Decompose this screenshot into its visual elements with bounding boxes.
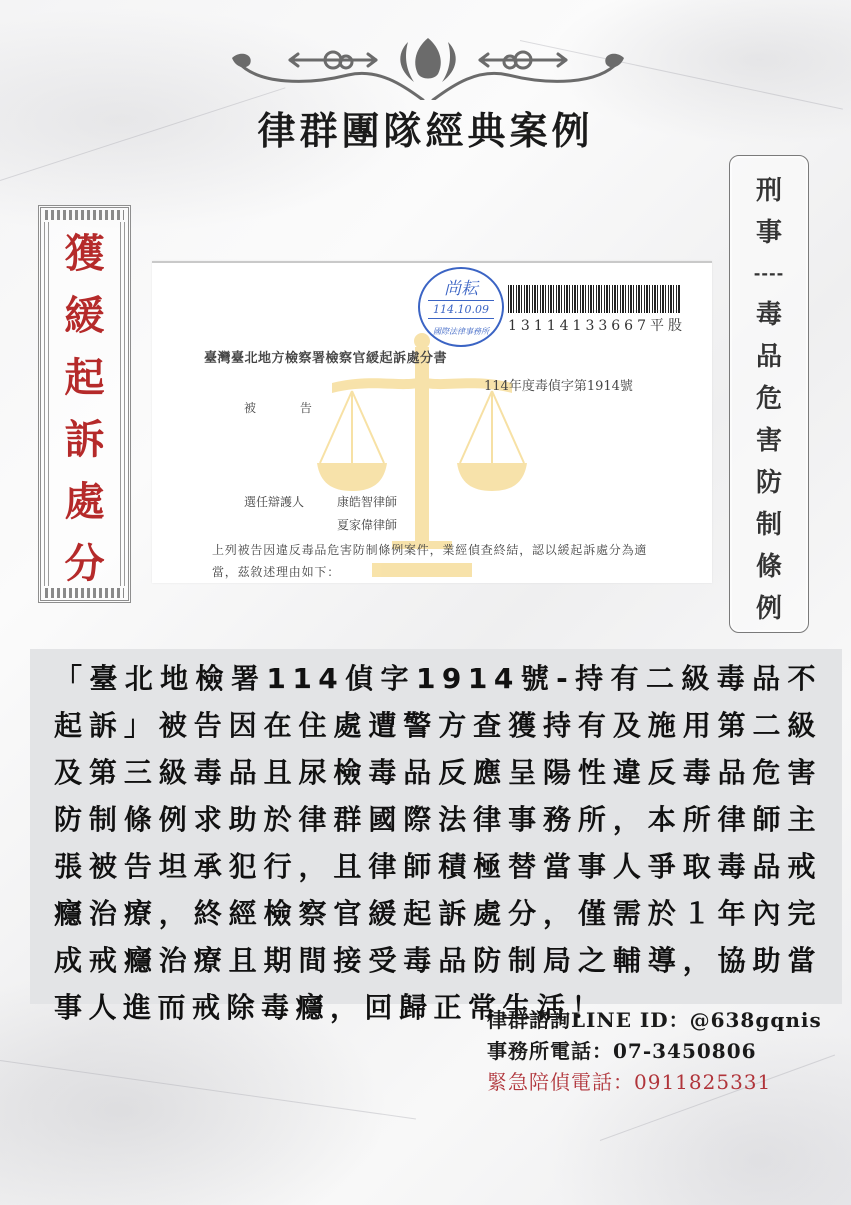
- office-phone: 事務所電話：07-3450806: [487, 1039, 757, 1063]
- line-id: 律群諮詢LINE ID：@638gqnis: [487, 1008, 822, 1032]
- category-banner-text: [730, 170, 808, 630]
- result-banner: [38, 205, 131, 603]
- counsel-name: 夏家偉律師: [337, 518, 398, 532]
- banner-char: 獲: [64, 231, 105, 277]
- banner-char: 條: [755, 552, 782, 582]
- banner-char: 品: [755, 342, 782, 372]
- result-banner-text: [41, 230, 128, 588]
- marble-vein: [0, 1060, 416, 1119]
- banner-char: 防: [755, 468, 782, 498]
- barcode: [508, 285, 680, 313]
- banner-separator: ----: [753, 264, 785, 283]
- banner-char: 制: [755, 510, 782, 540]
- category-banner: [729, 155, 809, 633]
- document-title: 臺灣臺北地方檢察署檢察官緩起訴處分書: [204, 351, 448, 366]
- banner-char: 分: [64, 541, 105, 587]
- banner-char: 處: [64, 479, 105, 525]
- banner-char: 事: [755, 218, 782, 248]
- barcode-number: 13114133667平股: [508, 318, 686, 334]
- page-title: 律群團隊經典案例: [257, 109, 594, 153]
- document-body: 上列被告因違反毒品危害防制條例案件，業經偵查終結，認以緩起訴處分為適當，茲敘述理由如下：: [212, 543, 648, 579]
- defendant-label: 被 告: [244, 401, 312, 415]
- contact-info: [487, 1005, 822, 1098]
- counsel-label: 選任辯護人: [244, 495, 305, 509]
- banner-char: 刑: [755, 176, 782, 206]
- banner-char: 危: [755, 384, 782, 414]
- counsel-name: 康皓智律師: [337, 495, 398, 509]
- banner-char: 毒: [755, 300, 782, 330]
- banner-char: 害: [755, 426, 782, 456]
- banner-char: 緩: [64, 293, 105, 339]
- received-stamp: 尚耘 114.10.09 國際法律事務所: [418, 267, 504, 347]
- court-document: [152, 261, 712, 583]
- banner-char: 訴: [64, 417, 105, 463]
- lotus-ornament-icon: [228, 30, 628, 100]
- case-number: 114年度毒偵字第1914號: [484, 379, 633, 394]
- emergency-phone: 緊急陪偵電話：0911825331: [487, 1070, 772, 1094]
- case-summary-text: 「臺北地檢署114偵字1914號-持有二級毒品不起訴」被告因在住處遭警方查獲持有及施用第二級及第三級毒品且尿檢毒品反應呈陽性違反毒品危害防制條例求助於律群國際法律事務所，本所律師主張被告坦承犯行，且律師積極替當事人爭取毒品戒癮治療，終經檢察官緩起訴處分，僅需於１年內完成戒癮治療且期間接受毒品防制局之輔導，協助當事人進而戒除毒癮，回歸正常生活！: [54, 662, 822, 1024]
- banner-char: 起: [64, 355, 105, 401]
- banner-char: 例: [755, 594, 782, 624]
